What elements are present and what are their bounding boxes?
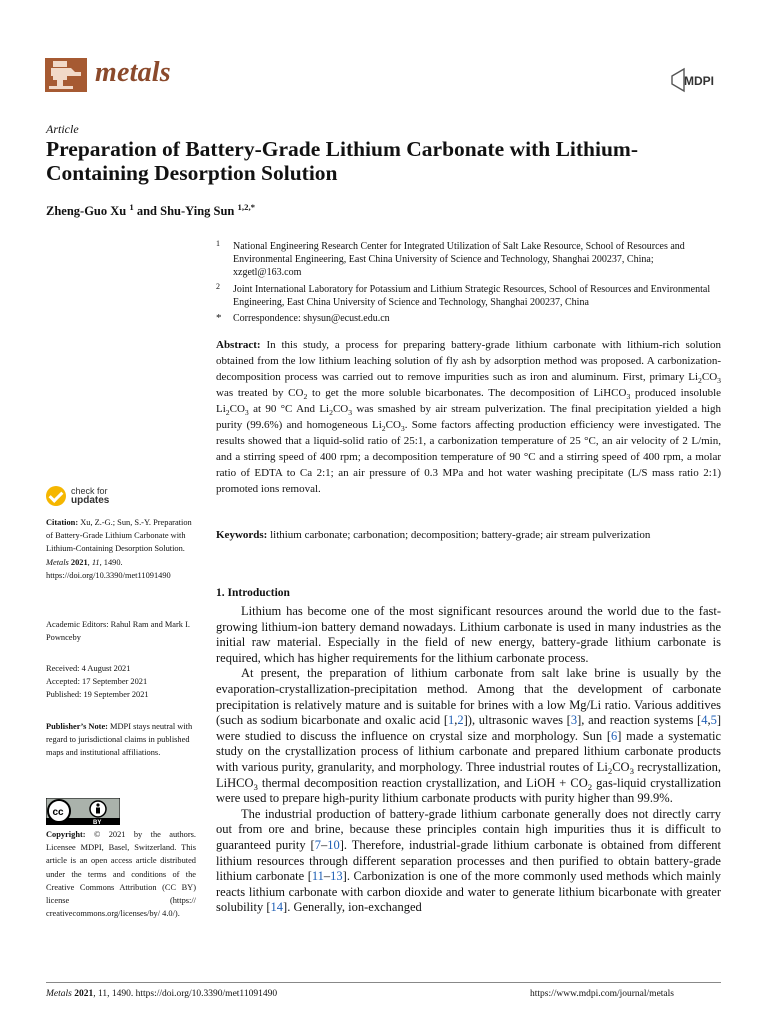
copyright-label: Copyright: xyxy=(46,830,86,839)
accepted-date: Accepted: 17 September 2021 xyxy=(46,677,148,687)
journal-name: metals xyxy=(95,57,171,88)
reference-link[interactable]: 6 xyxy=(611,728,618,743)
abstract-text: In this study, a process for preparing battery-grade lithium carbonate with lithium-rich solution obtained from the low lithium leaching solution of fly ash by adsorption method was proposed. A carbonization-decomposition process was carried out to remove impurities such as iron and aluminum. First, primary $Li_2CO_3$ was treated by $CO_2$ to get the more soluble bicarbonates. The decomposition of LiHCO$_3$ produced insoluble $Li_2CO_3$ at 90 °C And $Li_2CO_3$ was smashed by air stream pulverization. The final precipitation yielded a high purity (99.6%) and homogeneous $Li_2CO_3$. Some factors affecting production efficiency were investigated. The results showed that a liquid-solid ratio of 25:1, a carbonization temperature of 25 °C, an air velocity of 2 L/min, and a stirring speed of 400 rpm; a decomposition temperature of 90 °C and a stirring speed of 400 rpm, a molar ratio of EDTA to Ca 2:1; an air pressure of 0.3 MPa and hot water washing precipitate (L/S mass ratio 2:1) promoted ions removal. xyxy=(216,339,722,495)
reference-link[interactable]: 10 xyxy=(327,837,340,852)
body-paragraph: Lithium has become one of the most significant resources around the world due to the fast-growing lithium-ion battery demand nowadays. Lithium carbonate is used in many industries as the initial raw material. Especially in the field of new energy, battery-grade lithium carbonate is required, which has higher requirements for the lithium carbonate process. xyxy=(216,604,721,665)
affiliation-text: National Engineering Research Center for Integrated Utilization of Salt Lake Resource, School of Resources and Environmental Engineering, East China University of Science and Technology, Shanghai 200237, China; xzgetl@163.com xyxy=(233,241,685,279)
cc-by-label: BY xyxy=(93,820,102,825)
received-date: Received: 4 August 2021 xyxy=(46,664,131,673)
reference-link[interactable]: 1 xyxy=(448,713,455,728)
publisher-note-text: MDPI stays neutral with regard to jurisdictional claims in published maps and institutional affiliations. xyxy=(46,722,193,758)
citation xyxy=(46,516,196,582)
check-updates-line2: updates xyxy=(71,495,110,506)
publisher-note xyxy=(46,720,196,760)
reference-link[interactable]: 7 xyxy=(314,837,321,852)
article-type: Article xyxy=(46,122,79,136)
footer-divider xyxy=(46,982,721,983)
dates xyxy=(46,662,196,702)
affiliation-text: Correspondence: shysun@ecust.edu.cn xyxy=(233,313,390,325)
affiliation-item xyxy=(216,283,721,309)
copyright xyxy=(46,828,196,920)
footer-journal-url[interactable]: https://www.mdpi.com/journal/metals xyxy=(530,989,674,999)
reference-link[interactable]: 2 xyxy=(457,713,464,728)
mdpi-logo-icon xyxy=(667,66,721,94)
body-text xyxy=(216,604,721,916)
reference-link[interactable]: 11 xyxy=(311,869,324,884)
article-title: Preparation of Battery-Grade Lithium Carbonate with Lithium-Containing Desorption Solution xyxy=(46,137,639,185)
check-for-updates-button[interactable] xyxy=(46,486,126,512)
author-marks: 1 xyxy=(129,202,134,212)
author-separator: and xyxy=(133,204,161,218)
metals-logo-icon xyxy=(45,58,87,92)
reference-link[interactable]: 5 xyxy=(710,713,717,728)
published-date: Published: 19 September 2021 xyxy=(46,690,149,700)
body-paragraph: The industrial production of battery-grade lithium carbonate generally does not directly carry out from ore and brine, because these principles contain high impurities thus it is difficult to guaranteed purity [7–10]. Therefore, industrial-grade lithium carbonate is obtained from different lithium resources through different separation processes and then purified to obtain battery-grade lithium carbonate [11–13]. Carbonization is one of the more commonly used methods which mainly reacts lithium carbonate with carbon dioxide and water to generate lithium bicarbonate with greater solubility [14]. Generally, ion-exchanged xyxy=(216,806,721,915)
publisher-name: MDPI xyxy=(684,74,714,88)
affiliation-text: Joint International Laboratory for Potassium and Lithium Strategic Resources, School of Resources and Environmental Engineering, East China University of Science and Technology, Shanghai 200237, China xyxy=(233,283,711,308)
abstract xyxy=(216,337,721,497)
footer-year: 2021 xyxy=(74,989,94,999)
check-updates-line1: check for xyxy=(71,486,108,496)
keywords-text: lithium carbonate; carbonation; decomposition; battery-grade; air stream pulverization xyxy=(270,529,651,541)
publisher-note-label: Publisher’s Note: xyxy=(46,722,108,731)
author-list xyxy=(46,204,255,219)
reference-link[interactable]: 4 xyxy=(701,713,708,728)
cc-by-license-icon[interactable] xyxy=(46,798,120,825)
abstract-label: Abstract: xyxy=(216,339,261,351)
author-marks: 1,2,* xyxy=(237,202,256,212)
author-name[interactable]: Shu-Ying Sun xyxy=(160,204,235,218)
body-paragraph: At present, the preparation of lithium carbonate from salt lake brine is usually by the evaporation-crystallization-precipitation method. Among that the development of carbonate precipitation is relatively mature and is suitable for brines with a low Mg/Li ratio. Various additives (such as sodium bicarbonate and oxalic acid [1,2]), ultrasonic waves [3], and reaction systems [4,5] were studied to discuss the influence on crystal size and morphology. Sun [6] made a systematic study on the crystallization process of lithium carbonate and prepared lithium carbonate products with various purity, granularity, and morphology. Three industrial routes of $Li_2CO_3$ recrystallization, LiHCO$_3$ thermal decomposition reaction crystallization, and LiOH + $CO_2$ gas-liquid crystallization were used to prepare high-purity lithium carbonate products with purity higher than 99.9%. xyxy=(216,666,721,806)
affiliation-mark: 1 xyxy=(216,239,220,248)
affiliation-mark: 2 xyxy=(216,281,220,291)
section-heading: 1. Introduction xyxy=(216,587,290,599)
affiliation-item xyxy=(216,240,721,280)
academic-editors: Academic Editors: Rahul Ram and Mark I. Pownceby xyxy=(46,620,190,643)
copyright-text: © 2021 by the authors. Licensee MDPI, Basel, Switzerland. This article is an open access article distributed under the terms and conditions of the Creative Commons Attribution (CC BY) license (https:// creativecommons.org/licenses/by/ 4.0/). xyxy=(46,830,197,919)
check-updates-icon xyxy=(46,486,66,506)
footer-journal: Metals xyxy=(46,989,72,999)
footer-citation xyxy=(46,989,277,999)
affiliations xyxy=(216,240,721,328)
keywords xyxy=(216,527,721,543)
keywords-label: Keywords: xyxy=(216,529,268,541)
svg-text:cc: cc xyxy=(52,807,64,818)
affiliation-mark: * xyxy=(216,312,222,325)
reference-link[interactable]: 3 xyxy=(570,713,578,728)
citation-text: Xu, Z.-G.; Sun, S.-Y. Preparation of Battery-Grade Lithium Carbonate with Lithium-Containing Desorption Solution. Metals 2021, 11, 1490. https://doi.org/10.3390/met11091490 xyxy=(46,518,192,580)
affiliation-item xyxy=(216,312,721,325)
footer-doi[interactable]: , 11, 1490. https://doi.org/10.3390/met11091490 xyxy=(93,989,278,999)
reference-link[interactable]: 14 xyxy=(270,900,284,915)
citation-label: Citation: xyxy=(46,518,79,527)
reference-link[interactable]: 13 xyxy=(330,869,343,884)
author-name[interactable]: Zheng-Guo Xu xyxy=(46,204,127,218)
